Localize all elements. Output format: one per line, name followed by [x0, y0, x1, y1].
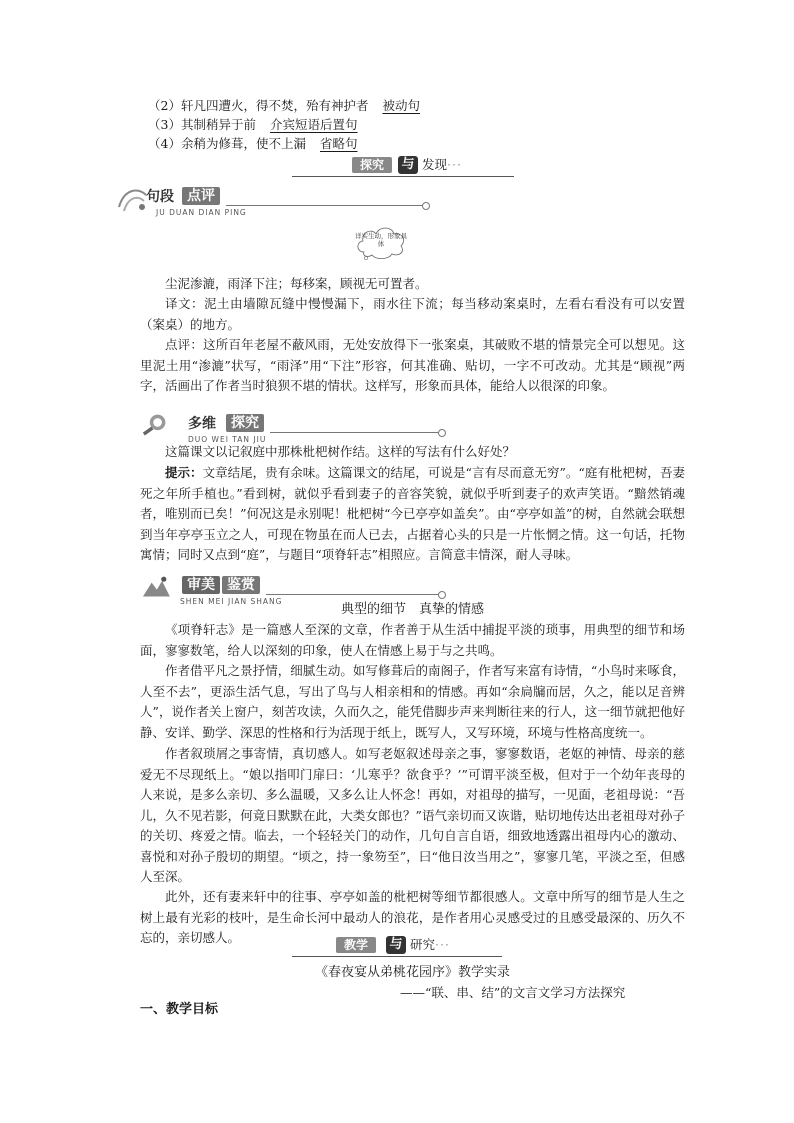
- duowei-hint: [140, 463, 685, 566]
- hint-label: 提示：: [165, 465, 203, 480]
- divider-right-text: 发现: [422, 157, 448, 172]
- item-2-answer: 被动句: [382, 98, 420, 113]
- shenmei-heading: 典型的细节 真挚的情感: [340, 602, 484, 617]
- shenmei-paragraph: 此外，还有妻来轩中的往事、亭亭如盖的枇杷树等细节都很感人。文章中所写的细节是人生之树上最有光彩的枝叶，是生命长河中最动人的浪花，是作者用心灵感受过的且感受最深的、历久不忘的，亲切感人。: [140, 889, 685, 945]
- mountain-logo-icon: [140, 574, 172, 600]
- record-subtitle: ——“联、串、结”的文言文学习方法探究: [400, 985, 626, 1000]
- cloud-text: 详实生动，形象具体: [355, 232, 407, 248]
- swirl-logo-icon: [116, 185, 150, 215]
- section-divider-teaching: [292, 937, 502, 959]
- divider-line: [292, 176, 514, 177]
- item-4-text: （4）余稍为修葺，使不上漏: [148, 136, 306, 151]
- banner-juduan: [116, 185, 436, 221]
- divider-label-right: [422, 157, 462, 173]
- section-divider-explore: [292, 157, 514, 179]
- juduan-comment: 点评：这所百年老屋不蔽风雨，无处安放得下一张案桌，其破败不堪的情景完全可以想见。这里泥土用“渗漉”状写，“雨泽”用“下注”形容，何其准确、贴切，一字不可改动。尤其是“顾视”两字，活画出了作者当时狼狈不堪的情状。这样写，形象而具体，能给人以很深的印象。: [140, 337, 685, 393]
- section-heading-goals: 一、教学目标: [140, 1002, 219, 1017]
- banner-rule: [270, 432, 442, 433]
- banner-title-a: 多维: [188, 416, 216, 432]
- divider-yu-badge: 与: [398, 156, 418, 174]
- banner-pinyin: DUO WEI TAN JIU: [188, 435, 267, 444]
- divider-label: 探究: [352, 157, 392, 173]
- banner-title-a: 句段: [146, 189, 174, 205]
- banner-title-b: 探究: [226, 414, 264, 432]
- juduan-translation: 译文：泥土由墙隙瓦缝中慢慢漏下，雨水往下流；每当移动案桌时，左看右看没有可以安置（案桌）的地方。: [140, 296, 685, 332]
- banner-title-b: 点评: [182, 187, 220, 205]
- banner-pinyin: JU DUAN DIAN PING: [156, 208, 247, 217]
- banner-rule: [226, 205, 426, 206]
- juduan-quote: 尘泥渗漉，雨泽下注；每移案，顾视无可置者。: [165, 276, 428, 291]
- shenmei-paragraph: 作者借平凡之景抒情，细腻生动。如写修葺后的南阁子，作者写来富有诗情，“小鸟时来啄食，人至不去”，更添生活气息，写出了鸟与人相亲相和的情感。再如“余扃牖而居，久之，能以足音辨人”，说作者关上窗户，刻苦攻读，久而久之，能凭借脚步声来判断往来的行人，这一细节就把他好静、安详、勤学、深思的性格和行为活现于纸上，既写人，又写环境，环境与性格高度统一。: [140, 663, 685, 740]
- divider-dots: ···: [435, 937, 450, 952]
- banner-pinyin: SHEN MEI JIAN SHANG: [180, 597, 283, 606]
- divider-dots: ···: [447, 157, 462, 172]
- shenmei-paragraph: 作者叙琐屑之事寄情，真切感人。如写老妪叙述母亲之事，寥寥数语，老妪的神情、母亲的慈爱无不尽现纸上。“娘以指叩门扉曰：‘儿寒乎？欲食乎？’”可谓平淡至极，但对于一个幼年丧母的人来说，是多么亲切、多么温暖，又多么让人怀念！再如，对祖母的描写，一见面，老祖母说：“吾儿，久不见若影，何竟日默默在此，大类女郎也？”语气亲切而又诙谐，贴切地传达出老祖母对孙子的关切、疼爱之情。临去，一个轻轻关门的动作，几句自言自语，细致地透露出祖母内心的激动、喜悦和对孙子殷切的期望。“顷之，持一象笏至”，曰“他日汝当用之”，寥寥几笔，平淡之至，但感人至深。: [140, 746, 685, 884]
- record-title: 《春夜宴从弟桃花园序》教学实录: [314, 965, 510, 980]
- item-4-answer: 省略句: [319, 136, 358, 151]
- divider-right-text: 研究: [410, 937, 436, 952]
- item-3-text: （3）其制稍异于前: [148, 117, 256, 132]
- banner-title-b: 鉴赏: [222, 576, 260, 594]
- item-2: [148, 96, 420, 116]
- divider-label-right: [410, 937, 450, 953]
- item-3-answer: 介宾短语后置句: [269, 117, 358, 132]
- divider-yu-badge: 与: [386, 936, 406, 954]
- duowei-question: 这篇课文以记叙庭中那株枇杷树作结。这样的写法有什么好处？: [165, 444, 516, 459]
- divider-line: [292, 956, 502, 957]
- item-4: [148, 134, 357, 154]
- divider-label: 教学: [336, 937, 376, 953]
- hint-text: 文章结尾，贵有余味。这篇课文的结尾，可说是“言有尽而意无穷”。“庭有枇杷树，吾妻死之年所手植也。”看到树，就似乎看到妻子的音容笑貌，就似乎听到妻子的欢声笑语。“黯然销魂者，唯别而已矣！”何况这是永别呢！枇杷树“今已亭亭如盖矣”。由“亭亭如盖”的树，自然就会联想到当年亭亭玉立之人，可现在物虽在而人已去，占据着心头的只是一片怅惘之情。这一句话，托物寓情；同时又点到“庭”，与题目“项脊轩志”相照应。言简意丰情深，耐人寻味。: [140, 465, 685, 562]
- magnifier-logo-icon: [140, 412, 170, 438]
- shenmei-paragraph: 《项脊轩志》是一篇感人至深的文章，作者善于从生活中捕捉平淡的琐事，用典型的细节和场面，寥寥数笔，给人以深刻的印象，使人在情感上易于与之共鸣。: [140, 622, 685, 658]
- item-3: [148, 115, 357, 135]
- banner-rule: [266, 594, 442, 595]
- item-2-text: （2）轩凡四遭火，得不焚，殆有神护者: [148, 98, 369, 113]
- banner-title-a: 审美: [182, 576, 220, 594]
